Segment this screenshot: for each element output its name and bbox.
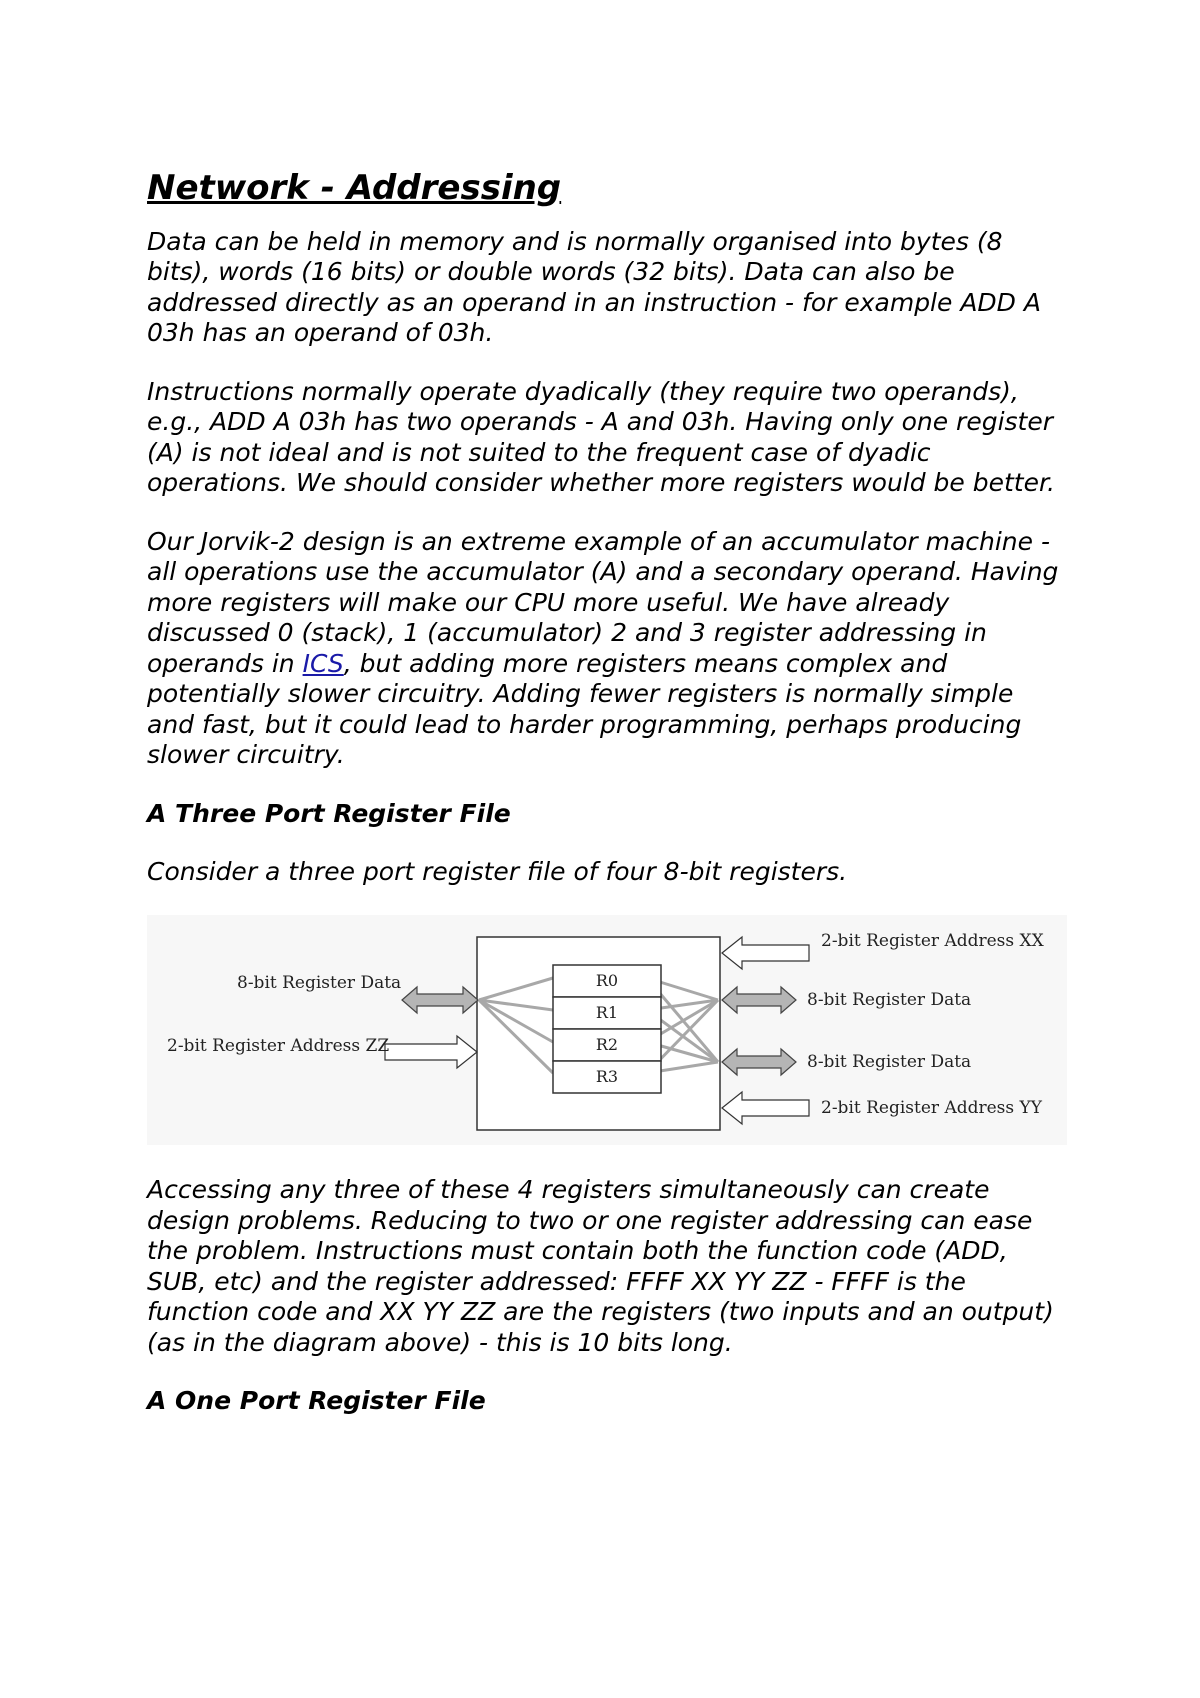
section-heading-one-port: A One Port Register File	[147, 1386, 486, 1416]
paragraph-data-sizes: Data can be held in memory and is normally organised into bytes (8 bits), words (16 bits) or double words (32 bits). Data can also be addressed directly as an operand in an instruction - for example ADD A 03h has an operand of 03h.	[147, 226, 1041, 348]
left-data-label: 8-bit Register Data	[237, 973, 402, 994]
paragraph-accessing: Accessing any three of these 4 registers simultaneously can create design problems. Reducing to two or one register addressing can ease the problem. Instructions must contain both the function code (ADD, SUB, etc) and the register addressed: FFFF XX YY ZZ - FFFF is the function code and XX YY ZZ are the registers (two inputs and an output) (as in the diagram above) - this is 10 bits long.	[147, 1175, 1054, 1357]
right-data-label-1: 8-bit Register Data	[807, 990, 972, 1011]
register-r0-label: R0	[595, 971, 619, 991]
right-address-bottom-arrow-icon	[722, 1092, 809, 1124]
ics-link[interactable]: ICS	[302, 648, 344, 678]
right-data-arrow-2-icon	[722, 1049, 796, 1075]
right-data-arrow-1-icon	[722, 987, 796, 1013]
paragraph-jorvik	[147, 527, 1067, 771]
right-address-top-label: 2-bit Register Address XX	[821, 931, 1044, 952]
left-data-arrow-icon	[402, 987, 478, 1013]
page-title: Network - Addressing	[147, 168, 562, 208]
document-page	[147, 168, 1067, 1444]
register-r2-label: R2	[595, 1035, 619, 1055]
paragraph-consider: Consider a three port register file of four 8-bit registers.	[147, 856, 848, 886]
register-stack	[553, 965, 661, 1093]
left-address-label: 2-bit Register Address ZZ	[167, 1036, 390, 1057]
register-file-svg	[147, 915, 1067, 1145]
right-address-bottom-label: 2-bit Register Address YY	[821, 1098, 1042, 1119]
left-address-arrow-icon	[385, 1036, 477, 1068]
register-r1-label: R1	[595, 1003, 619, 1023]
paragraph-jorvik-text-end: , but adding more registers means complex and potentially slower circuitry. Adding fewer registers is normally simple and fast, but it could lead to harder programming, perhaps producing slower circuitry.	[147, 648, 1022, 770]
section-heading-three-port: A Three Port Register File	[147, 798, 511, 828]
paragraph-jorvik-text-start: Our Jorvik-2 design is an extreme example of an accumulator machine - all operations use the accumulator (A) and a secondary operand. Having more registers will make our CPU more useful. We have already discussed 0 (stack), 1 (accumulator) 2 and 3 register addressing in operands in	[147, 526, 1059, 678]
right-address-top-arrow-icon	[722, 937, 809, 969]
register-file-diagram	[147, 915, 1067, 1145]
paragraph-dyadic: Instructions normally operate dyadically (they require two operands), e.g., ADD A 03h has two operands - A and 03h. Having only one register (A) is not ideal and is not suited to the frequent case of dyadic operations. We should consider whether more registers would be better.	[147, 376, 1055, 498]
register-r3-label: R3	[595, 1067, 619, 1087]
right-data-label-2: 8-bit Register Data	[807, 1052, 972, 1073]
